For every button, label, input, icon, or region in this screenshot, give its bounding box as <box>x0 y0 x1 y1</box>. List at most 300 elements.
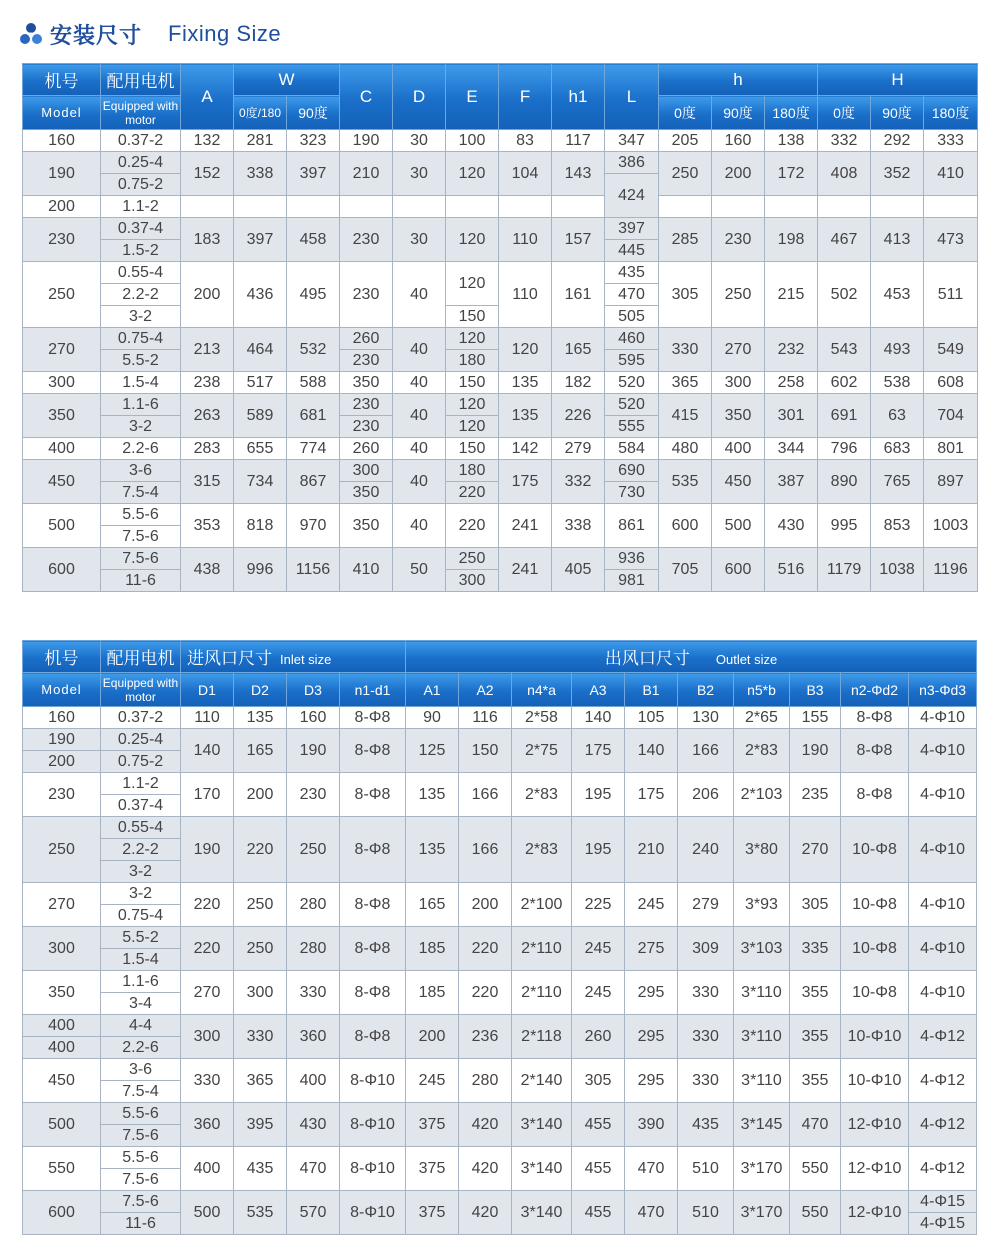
cell-E: 150 <box>446 438 499 460</box>
motor-cell: 0.37-4 <box>101 218 181 240</box>
table-row <box>23 218 978 240</box>
cell-C: 260 <box>340 328 393 350</box>
cell-C: 230 <box>340 416 393 438</box>
cell-h180: 344 <box>765 438 818 460</box>
model-cell: 190 <box>23 729 101 751</box>
cell-W0: 655 <box>234 438 287 460</box>
cell-A: 132 <box>181 130 234 152</box>
table-row <box>23 1015 977 1037</box>
cell-n4a: 2*118 <box>512 1015 572 1059</box>
col-h-180: 180度 <box>765 96 818 130</box>
motor-cell: 1.1-2 <box>101 773 181 795</box>
cell-H0: 1179 <box>818 548 871 592</box>
cell-h90: 450 <box>712 460 765 504</box>
cell-W0: 436 <box>234 262 287 328</box>
cell-A1: 245 <box>406 1059 459 1103</box>
motor-cell: 7.5-6 <box>101 548 181 570</box>
cell-H90: 63 <box>871 394 924 438</box>
table-row <box>23 328 978 350</box>
model-cell: 500 <box>23 1103 101 1147</box>
motor-cell: 0.75-4 <box>101 905 181 927</box>
cell-A2: 150 <box>459 729 512 773</box>
cell-n3d3: 4-Φ10 <box>909 729 977 773</box>
cell-B2: 130 <box>678 707 734 729</box>
cell-F: 135 <box>499 372 552 394</box>
cell-H0: 995 <box>818 504 871 548</box>
cell-W90: 681 <box>287 394 340 438</box>
model-cell: 400 <box>23 1015 101 1037</box>
cell-h1: 161 <box>552 262 605 328</box>
model-cell: 300 <box>23 927 101 971</box>
cell-n1d1: 8-Φ8 <box>340 729 406 773</box>
col-n1d1: n1-d1 <box>340 673 406 707</box>
motor-cell: 3-2 <box>101 306 181 328</box>
cell-H180: 473 <box>924 218 978 262</box>
cell-L: 690 <box>605 460 659 482</box>
cell-L: 861 <box>605 504 659 548</box>
table-row <box>23 196 978 218</box>
col-D1: D1 <box>181 673 234 707</box>
motor-cell: 7.5-6 <box>101 1125 181 1147</box>
cell-B2: 510 <box>678 1191 734 1235</box>
cell-B1: 295 <box>625 1015 678 1059</box>
cell-n3d3: 4-Φ10 <box>909 971 977 1015</box>
cell-H0: 691 <box>818 394 871 438</box>
motor-cell: 0.75-4 <box>101 328 181 350</box>
cell-H90: 765 <box>871 460 924 504</box>
cell-D: 30 <box>393 152 446 196</box>
cell-H180: 608 <box>924 372 978 394</box>
cell-B2: 435 <box>678 1103 734 1147</box>
cell-h0: 330 <box>659 328 712 372</box>
cell-B2: 166 <box>678 729 734 773</box>
cell-A3: 260 <box>572 1015 625 1059</box>
motor-cell: 11-6 <box>101 1213 181 1235</box>
cell-C: 350 <box>340 504 393 548</box>
col-B2: B2 <box>678 673 734 707</box>
cell-D1: 140 <box>181 729 234 773</box>
cell-E: 120 <box>446 394 499 416</box>
cell-n3d3: 4-Φ10 <box>909 883 977 927</box>
cell-D2: 300 <box>234 971 287 1015</box>
table-row <box>23 817 977 839</box>
model-cell: 270 <box>23 883 101 927</box>
cell-A2: 280 <box>459 1059 512 1103</box>
model-cell: 200 <box>23 751 101 773</box>
col-h1: h1 <box>552 64 605 130</box>
cell-B1: 140 <box>625 729 678 773</box>
cell-h90: 400 <box>712 438 765 460</box>
motor-cell: 3-6 <box>101 460 181 482</box>
fan-logo-icon <box>18 21 44 47</box>
cell-D3: 280 <box>287 883 340 927</box>
outlet-size-cn: 出风口尺寸 <box>604 649 690 668</box>
col-B3: B3 <box>790 673 841 707</box>
cell-n5b: 2*103 <box>734 773 790 817</box>
model-cell: 450 <box>23 460 101 504</box>
motor-cell: 5.5-6 <box>101 1147 181 1169</box>
cell-B1: 105 <box>625 707 678 729</box>
cell-B3: 335 <box>790 927 841 971</box>
col-H-0: 0度 <box>818 96 871 130</box>
cell-A2: 420 <box>459 1147 512 1191</box>
cell-L: 460 <box>605 328 659 350</box>
cell-n1d1: 8-Φ8 <box>340 927 406 971</box>
cell-L: 555 <box>605 416 659 438</box>
cell-B1: 175 <box>625 773 678 817</box>
cell-n1d1: 8-Φ8 <box>340 817 406 883</box>
cell-H90: 292 <box>871 130 924 152</box>
motor-cell: 2.2-6 <box>101 1037 181 1059</box>
cell-W0: 281 <box>234 130 287 152</box>
motor-cell: 7.5-6 <box>101 1169 181 1191</box>
cell-B3: 550 <box>790 1147 841 1191</box>
col-n4a: n4*a <box>512 673 572 707</box>
cell-W90: 867 <box>287 460 340 504</box>
cell-A2: 166 <box>459 817 512 883</box>
motor-cell: 2.2-6 <box>101 438 181 460</box>
cell-B2: 510 <box>678 1147 734 1191</box>
cell-D: 50 <box>393 548 446 592</box>
cell-L: 936 <box>605 548 659 570</box>
cell-F: 110 <box>499 262 552 328</box>
table-row <box>23 1147 977 1169</box>
motor-cell: 3-2 <box>101 416 181 438</box>
col-W: W <box>234 64 340 96</box>
cell-F: 120 <box>499 328 552 372</box>
cell-h1: 338 <box>552 504 605 548</box>
col-h-0: 0度 <box>659 96 712 130</box>
cell-h180: 430 <box>765 504 818 548</box>
cell-n1d1: 8-Φ10 <box>340 1103 406 1147</box>
cell-B1: 295 <box>625 1059 678 1103</box>
cell-n2d2: 10-Φ8 <box>841 817 909 883</box>
cell-D3: 330 <box>287 971 340 1015</box>
table-row <box>23 548 978 570</box>
cell-L: 981 <box>605 570 659 592</box>
cell-D1: 190 <box>181 817 234 883</box>
model-cell: 400 <box>23 438 101 460</box>
cell-n1d1: 8-Φ10 <box>340 1059 406 1103</box>
cell-L: 520 <box>605 394 659 416</box>
col-outlet-group <box>406 641 977 673</box>
motor-cell: 7.5-6 <box>101 526 181 548</box>
cell-H180: 549 <box>924 328 978 372</box>
cell-h180: 138 <box>765 130 818 152</box>
model-cell: 350 <box>23 394 101 438</box>
motor-cell: 7.5-6 <box>101 1191 181 1213</box>
cell-h0: 205 <box>659 130 712 152</box>
cell-H90: 493 <box>871 328 924 372</box>
cell-C: 230 <box>340 218 393 262</box>
cell-D: 40 <box>393 460 446 504</box>
cell-n2d2: 10-Φ10 <box>841 1059 909 1103</box>
motor-cell: 5.5-2 <box>101 350 181 372</box>
cell-W90: 970 <box>287 504 340 548</box>
cell-D2: 250 <box>234 883 287 927</box>
col-C: C <box>340 64 393 130</box>
motor-cell: 1.5-4 <box>101 372 181 394</box>
cell-F: 142 <box>499 438 552 460</box>
cell-n2d2: 8-Φ8 <box>841 707 909 729</box>
cell-A1: 165 <box>406 883 459 927</box>
cell-n5b: 3*170 <box>734 1191 790 1235</box>
table-row <box>23 729 977 751</box>
motor-cell: 3-4 <box>101 993 181 1015</box>
motor-cell: 7.5-4 <box>101 1081 181 1103</box>
cell-D1: 170 <box>181 773 234 817</box>
cell-A1: 90 <box>406 707 459 729</box>
cell-n2d2: 8-Φ8 <box>841 729 909 773</box>
cell-h180: 258 <box>765 372 818 394</box>
table-row <box>23 1103 977 1125</box>
cell-n3d3: 4-Φ10 <box>909 707 977 729</box>
table-row <box>23 152 978 174</box>
cell-F: 83 <box>499 130 552 152</box>
col-H: H <box>818 64 978 96</box>
cell-W90: 323 <box>287 130 340 152</box>
cell-h1: 157 <box>552 218 605 262</box>
motor-cell: 0.55-4 <box>101 817 181 839</box>
model-cell: 190 <box>23 152 101 196</box>
cell-n1d1: 8-Φ10 <box>340 1191 406 1235</box>
cell-W0: 338 <box>234 152 287 196</box>
cell-h1: 279 <box>552 438 605 460</box>
cell-A3: 455 <box>572 1103 625 1147</box>
cell-D: 40 <box>393 438 446 460</box>
cell-n5b: 3*110 <box>734 1015 790 1059</box>
col-D: D <box>393 64 446 130</box>
cell-D1: 330 <box>181 1059 234 1103</box>
cell-D2: 535 <box>234 1191 287 1235</box>
col-A1: A1 <box>406 673 459 707</box>
cell-A1: 135 <box>406 817 459 883</box>
cell-n2d2: 12-Φ10 <box>841 1147 909 1191</box>
cell-D1: 360 <box>181 1103 234 1147</box>
cell-W90: 1156 <box>287 548 340 592</box>
motor-cell: 0.75-2 <box>101 751 181 773</box>
cell-h90: 500 <box>712 504 765 548</box>
model-cell: 160 <box>23 707 101 729</box>
cell-D: 40 <box>393 372 446 394</box>
cell-L: 386 <box>605 152 659 174</box>
cell-H0: 408 <box>818 152 871 196</box>
cell-D3: 430 <box>287 1103 340 1147</box>
col-motor-cn: 配用电机 <box>101 641 181 673</box>
col-model-en: Model <box>23 673 101 707</box>
motor-cell: 5.5-6 <box>101 504 181 526</box>
cell-n1d1: 8-Φ8 <box>340 707 406 729</box>
cell-B1: 470 <box>625 1147 678 1191</box>
col-D2: D2 <box>234 673 287 707</box>
model-cell: 250 <box>23 262 101 328</box>
cell-D3: 190 <box>287 729 340 773</box>
inlet-size-en: Inlet size <box>280 652 332 667</box>
cell-D3: 250 <box>287 817 340 883</box>
cell-A2: 220 <box>459 971 512 1015</box>
cell-B3: 550 <box>790 1191 841 1235</box>
cell-W90: 458 <box>287 218 340 262</box>
cell-W0: 464 <box>234 328 287 372</box>
cell-n1d1: 8-Φ8 <box>340 883 406 927</box>
cell-L: 470 <box>605 284 659 306</box>
motor-cell: 11-6 <box>101 570 181 592</box>
table-row <box>23 707 977 729</box>
cell-h90: 300 <box>712 372 765 394</box>
cell-A3: 455 <box>572 1191 625 1235</box>
cell-A1: 185 <box>406 927 459 971</box>
cell-H0: 502 <box>818 262 871 328</box>
cell-A: 353 <box>181 504 234 548</box>
model-cell: 400 <box>23 1037 101 1059</box>
cell-H0: 467 <box>818 218 871 262</box>
cell-E: 250 <box>446 548 499 570</box>
cell-D: 40 <box>393 394 446 438</box>
cell-L: 595 <box>605 350 659 372</box>
cell-A3: 305 <box>572 1059 625 1103</box>
cell-n5b: 3*110 <box>734 971 790 1015</box>
cell-D3: 400 <box>287 1059 340 1103</box>
cell-h0: 480 <box>659 438 712 460</box>
cell-n3d3: 4-Φ10 <box>909 773 977 817</box>
cell-E: 220 <box>446 504 499 548</box>
col-L: L <box>605 64 659 130</box>
cell-E: 150 <box>446 372 499 394</box>
motor-cell: 1.1-6 <box>101 394 181 416</box>
col-D3: D3 <box>287 673 340 707</box>
cell-n4a: 2*110 <box>512 971 572 1015</box>
cell-B3: 305 <box>790 883 841 927</box>
col-H-180: 180度 <box>924 96 978 130</box>
cell-n2d2: 10-Φ8 <box>841 971 909 1015</box>
col-W-90: 90度 <box>287 96 340 130</box>
cell-W0: 734 <box>234 460 287 504</box>
cell-h0: 365 <box>659 372 712 394</box>
cell-H180: 333 <box>924 130 978 152</box>
cell-C: 230 <box>340 262 393 328</box>
cell-B3: 270 <box>790 817 841 883</box>
cell-F: 241 <box>499 548 552 592</box>
cell-B3: 235 <box>790 773 841 817</box>
cell-D3: 160 <box>287 707 340 729</box>
cell-W0: 517 <box>234 372 287 394</box>
cell-W90: 495 <box>287 262 340 328</box>
cell-E: 120 <box>446 218 499 262</box>
cell-E: 120 <box>446 416 499 438</box>
cell-H90: 352 <box>871 152 924 196</box>
cell-h180: 387 <box>765 460 818 504</box>
cell-D2: 220 <box>234 817 287 883</box>
cell-n1d1: 8-Φ10 <box>340 1147 406 1191</box>
cell-W90: 532 <box>287 328 340 372</box>
cell-h1: 226 <box>552 394 605 438</box>
cell-H90: 453 <box>871 262 924 328</box>
cell-n4a: 2*110 <box>512 927 572 971</box>
cell-W90: 774 <box>287 438 340 460</box>
cell-n2d2: 10-Φ8 <box>841 883 909 927</box>
motor-cell: 0.25-4 <box>101 729 181 751</box>
cell-n4a: 3*140 <box>512 1191 572 1235</box>
cell-A: 438 <box>181 548 234 592</box>
cell-E: 180 <box>446 350 499 372</box>
cell-A1: 375 <box>406 1191 459 1235</box>
cell-C: 260 <box>340 438 393 460</box>
cell-C: 300 <box>340 460 393 482</box>
cell-B1: 245 <box>625 883 678 927</box>
cell-C: 350 <box>340 482 393 504</box>
cell-n5b: 3*103 <box>734 927 790 971</box>
cell-n5b: 3*170 <box>734 1147 790 1191</box>
cell-D1: 110 <box>181 707 234 729</box>
cell-D3: 230 <box>287 773 340 817</box>
table-row <box>23 883 977 905</box>
cell-W90: 588 <box>287 372 340 394</box>
cell-D3: 470 <box>287 1147 340 1191</box>
cell-A2: 420 <box>459 1103 512 1147</box>
cell-A: 283 <box>181 438 234 460</box>
cell-H0: 332 <box>818 130 871 152</box>
cell-D3: 360 <box>287 1015 340 1059</box>
cell-n1d1: 8-Φ8 <box>340 773 406 817</box>
cell-B2: 330 <box>678 971 734 1015</box>
cell-L: 520 <box>605 372 659 394</box>
cell-h0: 305 <box>659 262 712 328</box>
cell-W90: 397 <box>287 152 340 196</box>
cell-A: 200 <box>181 262 234 328</box>
cell-B1: 275 <box>625 927 678 971</box>
cell-n1d1: 8-Φ8 <box>340 1015 406 1059</box>
cell-B1: 470 <box>625 1191 678 1235</box>
cell-n4a: 2*140 <box>512 1059 572 1103</box>
motor-cell: 3-2 <box>101 861 181 883</box>
cell-h1: 165 <box>552 328 605 372</box>
cell-A3: 175 <box>572 729 625 773</box>
cell-A1: 185 <box>406 971 459 1015</box>
col-A3: A3 <box>572 673 625 707</box>
cell-n3d3: 4-Φ12 <box>909 1147 977 1191</box>
cell-h1: 182 <box>552 372 605 394</box>
col-H-90: 90度 <box>871 96 924 130</box>
cell-n3d3: 4-Φ10 <box>909 927 977 971</box>
cell-C: 210 <box>340 152 393 196</box>
cell-A1: 375 <box>406 1103 459 1147</box>
cell-A: 315 <box>181 460 234 504</box>
cell-A2: 236 <box>459 1015 512 1059</box>
cell-E: 300 <box>446 570 499 592</box>
cell-n5b: 3*110 <box>734 1059 790 1103</box>
model-cell: 200 <box>23 196 101 218</box>
cell-H0: 890 <box>818 460 871 504</box>
cell-h90: 230 <box>712 218 765 262</box>
cell-h0: 415 <box>659 394 712 438</box>
col-model-cn: 机号 <box>23 641 101 673</box>
col-model-en: Model <box>23 96 101 130</box>
motor-cell: 0.37-2 <box>101 130 181 152</box>
cell-H90: 538 <box>871 372 924 394</box>
cell-h1: 143 <box>552 152 605 196</box>
motor-cell: 3-2 <box>101 883 181 905</box>
cell-n5b: 3*145 <box>734 1103 790 1147</box>
cell-D2: 135 <box>234 707 287 729</box>
cell-h0: 535 <box>659 460 712 504</box>
cell-D2: 165 <box>234 729 287 773</box>
cell-h0: 705 <box>659 548 712 592</box>
cell-D1: 300 <box>181 1015 234 1059</box>
cell-B3: 470 <box>790 1103 841 1147</box>
cell-n4a: 2*75 <box>512 729 572 773</box>
cell-h1: 117 <box>552 130 605 152</box>
cell-H90: 853 <box>871 504 924 548</box>
